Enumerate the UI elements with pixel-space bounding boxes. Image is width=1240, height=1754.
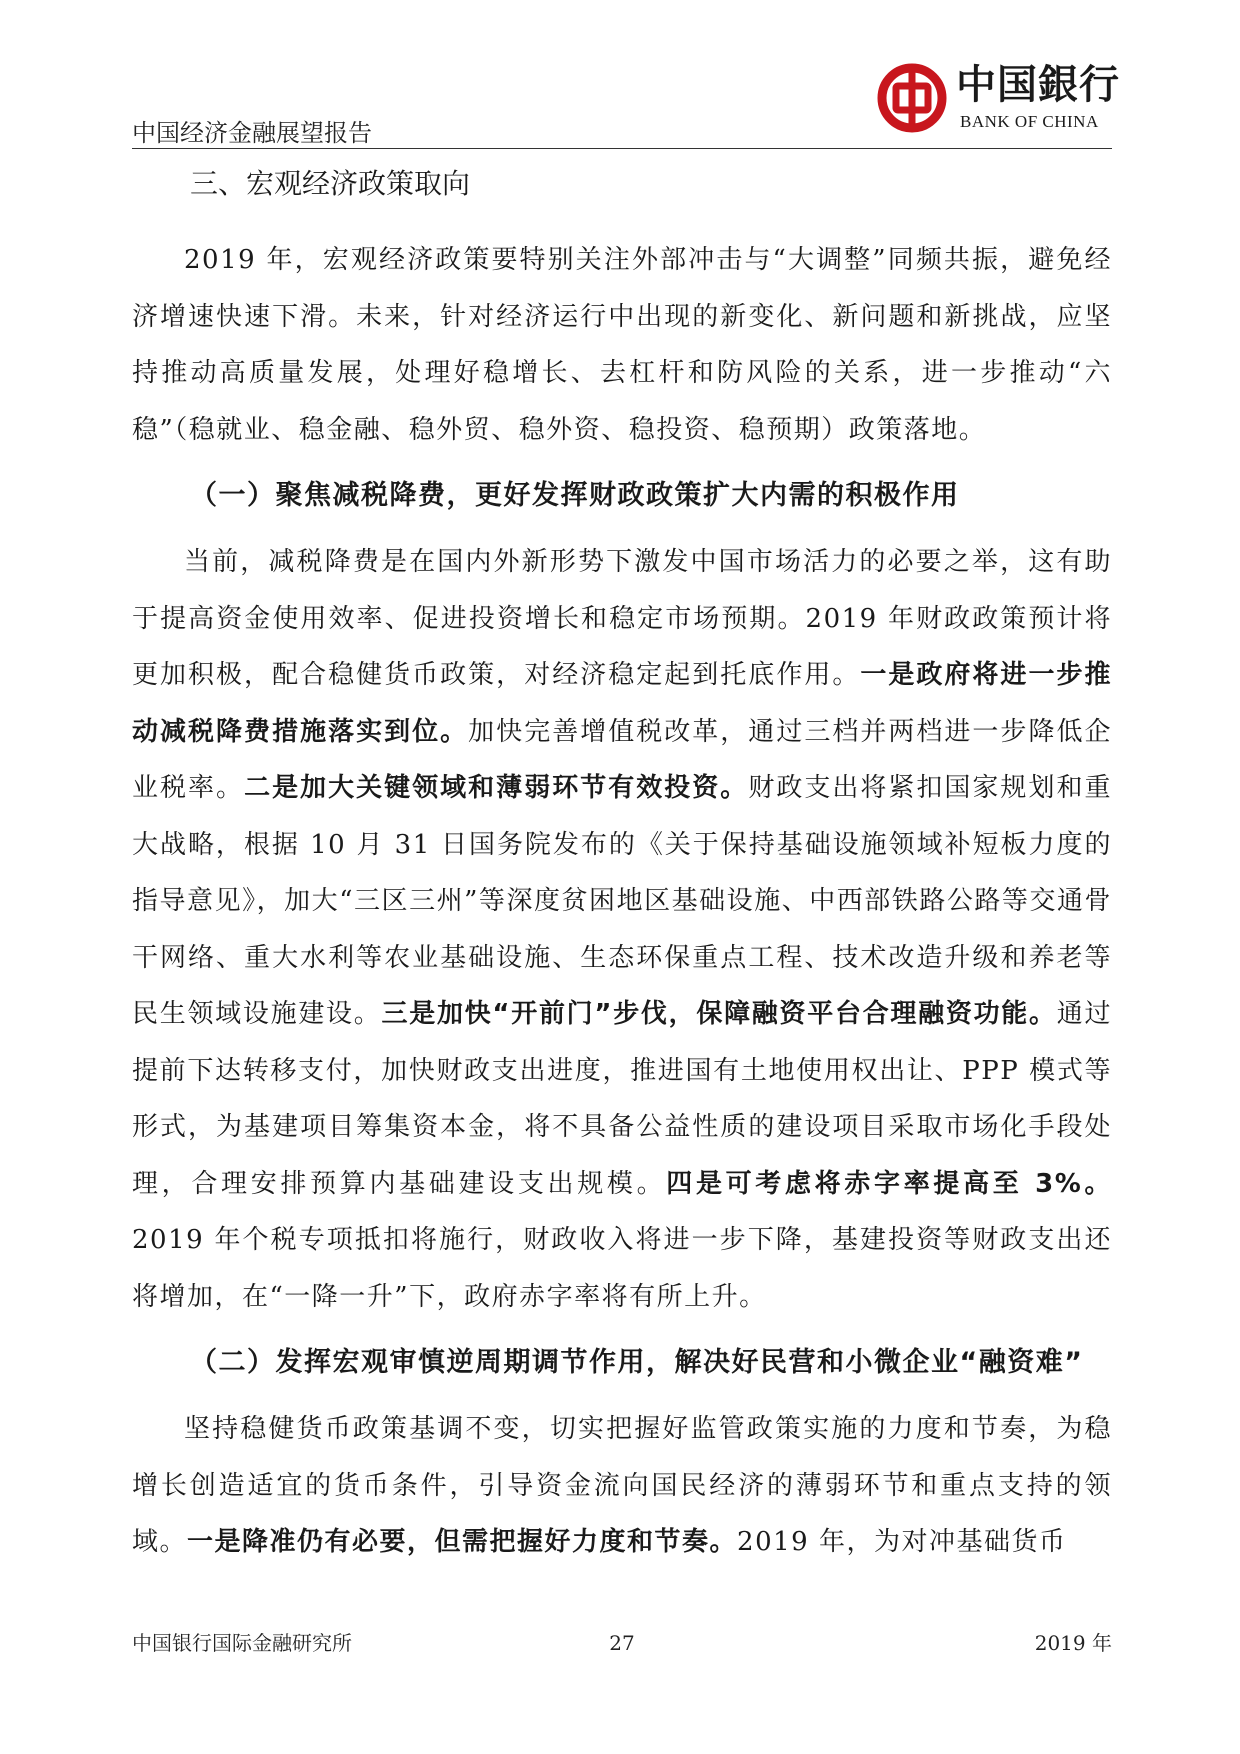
subsection-1-heading: （一）聚焦减税降费，更好发挥财政政策扩大内需的积极作用 (190, 480, 960, 511)
bold-point-1: 一是降准仍有必要，但需把握好力度和节奏。 (187, 1527, 738, 1557)
paragraph-text: 财政支出将紧扣国家规划和重大战略，根据 10 月 31 日国务院发布的《关于保持基础设施领域补短板力度的指导意见》，加大“三区三州”等深度贫困地区基础设施、中西部铁路公路等交通骨干网络、重大水利等农业基础设施、生态环保重点工程、技术改造升级和养老等民生领域设施建设。 (132, 773, 1112, 1029)
bold-point-1: 一是政府将进一步推动减税降费措施落实到位。 (132, 660, 1112, 747)
paragraph-text: 当前，减税降费是在国内外新形势下激发中国市场活力的必要之举，这有助于提高资金使用效率、促进投资增长和稳定市场预期。2019 年财政政策预计将更加积极，配合稳健货币政策，对经济稳定起到托底作用。 (132, 547, 1112, 690)
bold-point-3: 三是加快“开前门”步伐，保障融资平台合理融资功能。 (381, 999, 1057, 1029)
paragraph-text: 坚持稳健货币政策基调不变，切实把握好监管政策实施的力度和节奏，为稳增长创造适宜的货币条件，引导资金流向国民经济的薄弱环节和重点支持的领域。 (132, 1414, 1112, 1557)
subsection-2-paragraph (132, 1401, 1112, 1571)
page-number: 27 (609, 1631, 635, 1655)
bank-of-china-logo (876, 58, 1120, 140)
bank-of-china-emblem-icon (876, 62, 948, 134)
footer-year: 2019 年 (1034, 1631, 1112, 1655)
page-footer (132, 1628, 1112, 1658)
bold-point-2: 二是加大关键领域和薄弱环节有效投资。 (244, 773, 749, 803)
section-heading: 三、宏观经济政策取向 (190, 167, 471, 200)
section-intro-paragraph: 2019 年，宏观经济政策要特别关注外部冲击与“大调整”同频共振，避免经济增速快速下滑。未来，针对经济运行中出现的新变化、新问题和新挑战，应坚持推动高质量发展，处理好稳增长、去杠杆和防风险的关系，进一步推动“六稳”（稳就业、稳金融、稳外贸、稳外资、稳投资、稳预期）政策落地。 (132, 245, 1112, 445)
header-divider (132, 148, 1112, 149)
subsection-1-paragraph (132, 534, 1112, 1325)
paragraph-text: 2019 年，为对冲基础货币 (737, 1527, 1067, 1557)
logo-english-name: BANK OF CHINA (960, 112, 1099, 131)
logo-chinese-name: 中国銀行 (956, 61, 1120, 108)
report-title: 中国经济金融展望报告 (132, 119, 372, 147)
paragraph-text: 加快完善增值税改革，通过三档并两档进一步降低企业税率。 (132, 716, 1112, 803)
main-content (132, 158, 1112, 1571)
footer-institute: 中国银行国际金融研究所 (132, 1631, 352, 1655)
paragraph-text: 通过提前下达转移支付，加快财政支出进度，推进国有土地使用权出让、PPP 模式等形式，为基建项目筹集资本金，将不具备公益性质的建设项目采取市场化手段处理，合理安排预算内基础建设支出规模。 (132, 999, 1112, 1199)
bold-point-4: 四是可考虑将赤字率提高至 3%。 (666, 1168, 1112, 1199)
paragraph-text: 2019 年个税专项抵扣将施行，财政收入将进一步下降，基建投资等财政支出还将增加，在“一降一升”下，政府赤字率将有所上升。 (132, 1225, 1112, 1312)
subsection-2-heading: （二）发挥宏观审慎逆周期调节作用，解决好民营和小微企业“融资难” (190, 1347, 1084, 1378)
